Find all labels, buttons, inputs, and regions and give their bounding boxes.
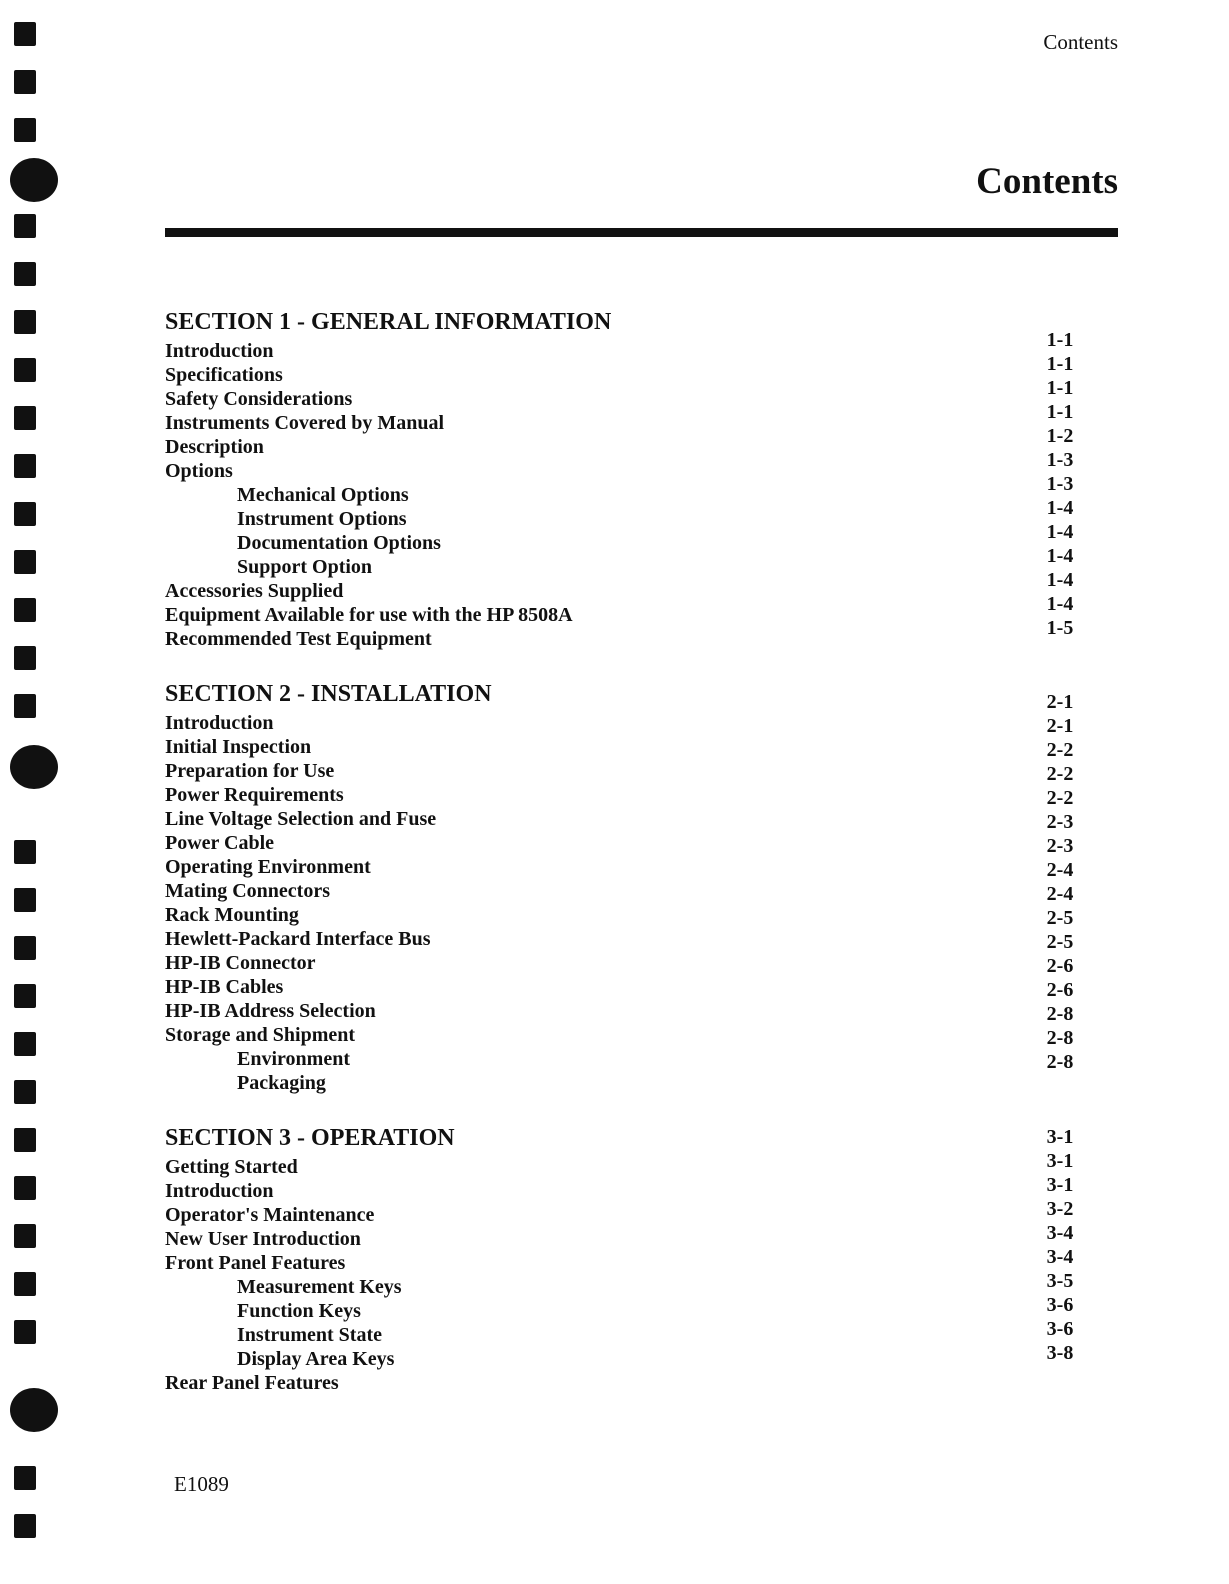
binder-hole-large [10,745,58,789]
page-number: 3-2 [1046,1198,1074,1220]
toc-entries-column [165,305,725,1395]
page-title: Contents [976,161,1118,202]
binder-hole [14,840,36,864]
page-number: 2-6 [1046,979,1074,1001]
binder-hole [14,358,36,382]
page-number: 2-8 [1046,1003,1074,1025]
toc-entry[interactable]: Introduction [165,1180,274,1202]
binder-hole [14,1032,36,1056]
toc-subentry[interactable]: Mechanical Options [237,484,409,506]
page-number: 3-8 [1046,1342,1074,1364]
page-number: 2-3 [1046,811,1074,833]
toc-entry[interactable]: Introduction [165,712,274,734]
toc-entry[interactable]: Front Panel Features [165,1252,346,1274]
page-number: 1-4 [1046,497,1074,519]
page-number: 2-4 [1046,883,1074,905]
binder-hole [14,984,36,1008]
toc-entry[interactable]: Rack Mounting [165,904,299,926]
page-number: 2-8 [1046,1027,1074,1049]
binder-hole [14,1080,36,1104]
toc-entry[interactable]: Safety Considerations [165,388,353,410]
page-number: 2-6 [1046,955,1074,977]
section-gap [165,651,725,677]
page-number: 1-4 [1046,521,1074,543]
page-number: 3-6 [1046,1318,1074,1340]
toc-entry[interactable]: Getting Started [165,1156,298,1178]
binder-hole [14,1128,36,1152]
toc-entry[interactable]: Introduction [165,340,274,362]
page-number: 1-4 [1046,569,1074,591]
page-number: 2-2 [1046,739,1074,761]
page-number: 2-1 [1046,691,1074,713]
toc-entry[interactable]: Line Voltage Selection and Fuse [165,808,437,830]
page-number: 2-5 [1046,931,1074,953]
toc-entry[interactable]: Operating Environment [165,856,371,878]
binder-hole [14,310,36,334]
binder-hole [14,936,36,960]
toc-subentry[interactable]: Function Keys [237,1300,361,1322]
toc-entry[interactable]: HP-IB Cables [165,976,284,998]
page-number: 2-1 [1046,715,1074,737]
toc-subentry[interactable]: Documentation Options [237,532,441,554]
binder-hole [14,1224,36,1248]
binder-hole [14,888,36,912]
footer-code: E1089 [174,1472,229,1496]
toc-subentry[interactable]: Support Option [237,556,373,578]
page-number: 1-5 [1046,617,1074,639]
binder-hole [14,118,36,142]
binder-hole [14,22,36,46]
page-number: 2-5 [1046,907,1074,929]
toc-entry[interactable]: Preparation for Use [165,760,335,782]
binder-hole [14,1272,36,1296]
binder-hole [14,406,36,430]
toc-entry[interactable]: Storage and Shipment [165,1024,356,1046]
toc-subentry[interactable]: Display Area Keys [237,1348,395,1370]
toc-entry[interactable]: Accessories Supplied [165,580,344,602]
toc-entry[interactable]: Instruments Covered by Manual [165,412,445,434]
page-number: 1-1 [1046,353,1074,375]
toc-entry[interactable]: Initial Inspection [165,736,312,758]
binder-hole [14,1176,36,1200]
toc-subentry[interactable]: Packaging [237,1072,326,1094]
toc-entry[interactable]: Recommended Test Equipment [165,628,432,650]
page-number: 1-1 [1046,377,1074,399]
toc-subentry[interactable]: Environment [237,1048,350,1070]
page-number: 1-3 [1046,449,1074,471]
section-gap [165,1095,725,1121]
toc-entry[interactable]: Operator's Maintenance [165,1204,375,1226]
toc-entry[interactable]: Power Requirements [165,784,344,806]
page-number-column [1020,1125,1100,1365]
toc-entry[interactable]: Power Cable [165,832,275,854]
toc-entry[interactable]: HP-IB Address Selection [165,1000,376,1022]
toc-entry[interactable]: Hewlett-Packard Interface Bus [165,928,431,950]
page-number: 3-4 [1046,1222,1074,1244]
page-number: 2-8 [1046,1051,1074,1073]
page-number: 3-1 [1046,1126,1074,1148]
binder-hole [14,550,36,574]
page-number: 3-6 [1046,1294,1074,1316]
page-number: 3-5 [1046,1270,1074,1292]
page-number: 2-4 [1046,859,1074,881]
page-number: 2-2 [1046,763,1074,785]
binder-hole-large [10,1388,58,1432]
toc-subentry[interactable]: Instrument Options [237,508,407,530]
page-number: 3-1 [1046,1150,1074,1172]
toc-entry[interactable]: Description [165,436,264,458]
binder-hole [14,694,36,718]
toc-entry[interactable]: Mating Connectors [165,880,330,902]
page-number: 1-4 [1046,545,1074,567]
binder-hole [14,262,36,286]
binder-holes [8,0,58,1584]
toc-entry[interactable]: Specifications [165,364,283,386]
binder-hole [14,1320,36,1344]
binder-hole [14,646,36,670]
toc-subentry[interactable]: Instrument State [237,1324,382,1346]
title-rule [165,228,1118,237]
page-number: 1-2 [1046,425,1074,447]
section-title: SECTION 3 - OPERATION [165,1125,455,1151]
page-number: 1-1 [1046,401,1074,423]
binder-hole [14,70,36,94]
page-number: 2-2 [1046,787,1074,809]
page-number: 1-3 [1046,473,1074,495]
binder-hole [14,502,36,526]
running-header: Contents [1043,30,1118,54]
toc-subentry[interactable]: Measurement Keys [237,1276,402,1298]
page-number: 1-4 [1046,593,1074,615]
page-number-column [1020,690,1100,1074]
toc-entry[interactable]: Options [165,460,233,482]
binder-hole [14,598,36,622]
binder-hole-large [10,158,58,202]
binder-hole [14,1466,36,1490]
page-number: 2-3 [1046,835,1074,857]
binder-hole [14,214,36,238]
page-number: 3-4 [1046,1246,1074,1268]
binder-hole [14,454,36,478]
page-number: 3-1 [1046,1174,1074,1196]
section-title: SECTION 1 - GENERAL INFORMATION [165,309,612,335]
page-number-column [1020,328,1100,640]
binder-hole [14,1514,36,1538]
section-title: SECTION 2 - INSTALLATION [165,681,492,707]
toc-entry[interactable]: HP-IB Connector [165,952,316,974]
toc-entry[interactable]: New User Introduction [165,1228,361,1250]
toc-entry[interactable]: Equipment Available for use with the HP 8508A [165,604,573,626]
page-number: 1-1 [1046,329,1074,351]
toc-entry[interactable]: Rear Panel Features [165,1372,339,1394]
